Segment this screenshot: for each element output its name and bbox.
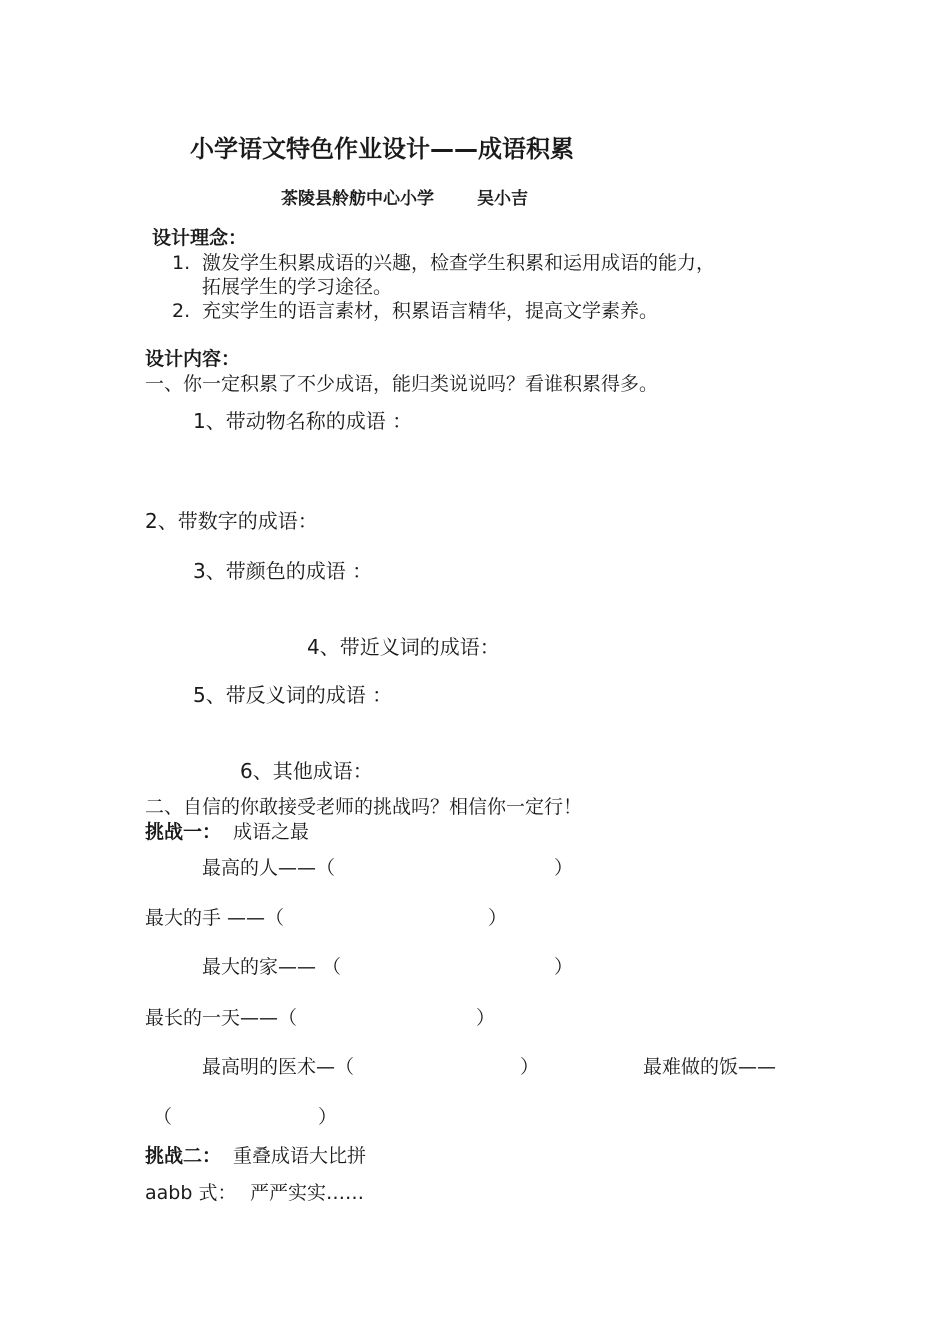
prompt-biggest-hand: 最大的手 ——（	[145, 907, 285, 929]
prompt-biggest-hand-close: ）	[488, 907, 508, 929]
concept-item-1-line2: 拓展学生的学习途径。	[202, 276, 393, 298]
prompt-best-medicine: 最高明的医术—（	[202, 1056, 355, 1078]
category-antonyms: 5、带反义词的成语 ：	[193, 683, 393, 707]
category-animals: 1、带动物名称的成语 ：	[193, 409, 413, 433]
prompt-longest-day-close: ）	[476, 1007, 496, 1029]
design-concept-heading: 设计理念：	[152, 227, 248, 249]
prompt-biggest-home: 最大的家—— （	[202, 956, 342, 978]
author-name: 吴小吉	[477, 189, 528, 209]
concept-item-2-number: 2.	[172, 300, 191, 322]
part2-intro: 二、自信的你敢接受老师的挑战吗？相信你一定行！	[145, 796, 583, 818]
design-content-heading: 设计内容：	[145, 348, 241, 370]
prompt-best-medicine-close: ）	[520, 1056, 540, 1078]
concept-item-1-number: 1.	[172, 252, 191, 274]
prompt-longest-day: 最长的一天——（	[145, 1007, 298, 1029]
challenge1-title: 成语之最	[233, 821, 310, 843]
school-name: 茶陵县舲舫中心小学	[281, 189, 434, 209]
challenge1-label: 挑战一：	[145, 821, 222, 843]
category-numbers: 2、带数字的成语：	[145, 509, 318, 533]
prompt-hardest-meal: 最难做的饭——	[643, 1056, 777, 1078]
category-synonyms: 4、带近义词的成语：	[307, 635, 500, 659]
category-colors: 3、带颜色的成语 ：	[193, 559, 373, 583]
aabb-example: 严严实实……	[250, 1182, 365, 1204]
challenge2-label: 挑战二：	[145, 1145, 222, 1167]
prompt-tallest-person: 最高的人——（	[202, 857, 336, 879]
part1-intro: 一、你一定积累了不少成语，能归类说说吗？看谁积累得多。	[145, 373, 659, 395]
document-title: 小学语文特色作业设计——成语积累	[190, 135, 574, 163]
challenge2-title: 重叠成语大比拼	[233, 1145, 367, 1167]
prompt-tallest-person-close: ）	[554, 857, 574, 879]
concept-item-2-line1: 充实学生的语言素材，积累语言精华，提高文学素养。	[202, 300, 659, 322]
category-other: 6、其他成语：	[240, 759, 373, 783]
prompt-biggest-home-close: ）	[554, 956, 574, 978]
aabb-pattern-label: aabb 式：	[145, 1182, 237, 1204]
prompt-hardest-meal-open: （	[153, 1106, 173, 1128]
prompt-hardest-meal-close: ）	[318, 1106, 338, 1128]
concept-item-1-line1: 激发学生积累成语的兴趣，检查学生积累和运用成语的能力，	[202, 252, 716, 274]
